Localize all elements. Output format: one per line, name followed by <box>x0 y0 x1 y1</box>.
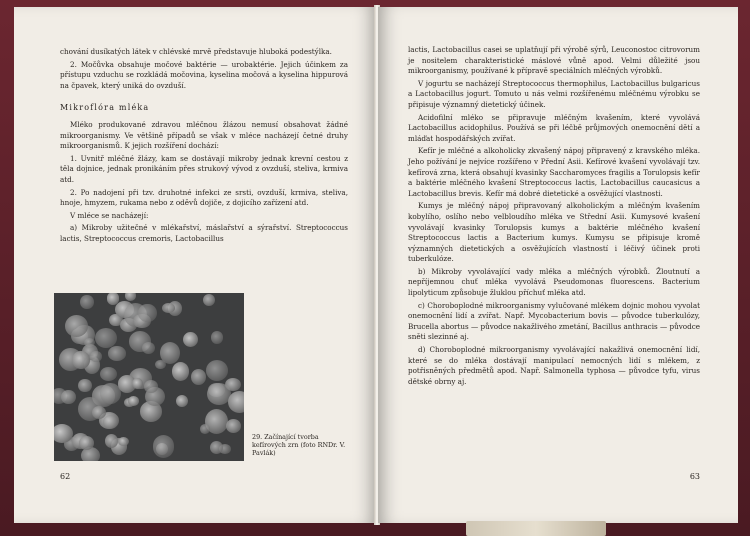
micrograph-cell <box>228 391 244 413</box>
paragraph: 1. Uvnitř mléčné žlázy, kam se dostávají mikroby jednak krevní cestou z těla dojnice, jednak pronikáním přes strukový vývod z ovzduší, steliva, krmiva atd. <box>60 153 348 184</box>
paragraph: Acidofilní mléko se připravuje mléčným kvašením, které vyvolává Lactobacillus acidophilus. Používá se při léčbě průjmových onemocnění dětí a mláďat hospodářských zvířat. <box>408 112 700 143</box>
micrograph-cell <box>61 390 75 404</box>
paragraph: Mléko produkované zdravou mléčnou žlázou nemusí obsahovat žádné mikroorganismy. Ve většině případů se však v mléce nacházejí četné druhy mikroorganismů. K jejich rozšíření dochází: <box>60 119 348 151</box>
micrograph-cell <box>206 360 229 381</box>
micrograph-cell <box>125 293 137 301</box>
figure <box>54 293 354 473</box>
micrograph-cell <box>225 378 241 391</box>
micrograph-cell <box>72 351 90 368</box>
paragraph: c) Choroboplodné mikroorganismy vylučované mlékem dojnic mohou vyvolat onemocnění lidí a zvířat. Např. Mycobacterium bovis — původce tuberkulózy, Brucella abortus — původce nakažlivého zmetání, Bacillus anthracis — původce sněti slezinné aj. <box>408 300 700 342</box>
micrograph-cell <box>118 437 129 446</box>
paragraph: V mléce se nacházejí: <box>70 210 149 220</box>
paragraph: Kumys je mléčný nápoj připravovaný alkoholickým a mléčným kvašením kobylího, oslího nebo velbloudího mléka ve Střední Asii. Kumysové kvašení vyvolávají kvasinky Torulopsis kumys a baktérie mléčného kvašení Streptococcus lactis a Bacterium kumys. Kumysu se připisuje kromě významných dietetických a osvěžujících vlastností i léčivý účinek proti tuberkulóze. <box>408 201 700 264</box>
micrograph-cell <box>153 435 175 457</box>
micrograph-cell <box>172 362 189 380</box>
left-text-column <box>60 47 348 247</box>
micrograph-cell <box>203 294 215 306</box>
micrograph-cell <box>95 328 117 348</box>
micrograph-cell <box>78 379 91 392</box>
paragraph: 2. Močůvka obsahuje močové baktérie — urobaktérie. Jejich účinkem za přístupu vzduchu se rozkládá močovina, kyselina močová a kyselina hippurová na čpavek, který uniká do ovzduší. <box>60 59 348 90</box>
micrograph-cell <box>162 303 174 313</box>
micrograph-cell <box>132 378 143 389</box>
micrograph-cell <box>128 396 139 406</box>
paragraph: chování dusíkatých látek v chlévské mrvě představuje hluboká podestýlka. <box>60 47 332 56</box>
right-page <box>378 7 738 523</box>
left-page <box>14 7 376 523</box>
micrograph-cell <box>100 367 117 381</box>
right-text-column <box>408 45 700 389</box>
micrograph-cell <box>107 293 120 305</box>
paragraph: V jogurtu se nacházejí Streptococcus thermophilus, Lactobacillus bulgaricus a Lactobacillus jogurt. Tomuto u nás velmi rozšířenému mléčnému výrobku se připisuje významný dietetický účinek. <box>408 78 700 109</box>
section-heading: Mikroflóra mléka <box>60 103 150 113</box>
micrograph-cell <box>160 342 180 364</box>
micrograph-cell <box>54 424 73 443</box>
paragraph: d) Choroboplodné mikroorganismy vyvolávající nakažlivá onemocnění lidí, které se do mléka dostávají manipulací nemocných lidí s mlékem, z potřisněných předmětů apod. Např. Salmonella typhosa — původce tyfu, virus dětské obrny aj. <box>408 345 700 386</box>
bookmark-ribbon <box>466 521 606 536</box>
micrograph-cell <box>103 415 118 428</box>
micrograph-cell <box>200 424 210 434</box>
micrograph-cell <box>144 380 158 393</box>
micrograph-cell <box>211 331 223 343</box>
micrograph-cell <box>191 369 206 385</box>
micrograph-cell <box>138 304 156 322</box>
micrograph-cell <box>65 315 88 337</box>
paragraph: b) Mikroby vyvolávající vady mléka a mléčných výrobků. Žloutnutí a nepříjemnou chuť mléka vyvolává Pseudomonas fluorescens. Bacterium lipolyticum způsobuje žluklou příchuť mléka atd. <box>408 266 700 298</box>
micrograph-cell <box>210 441 223 454</box>
figure-caption: 29. Začínající tvorba kefírových zrn (foto RNDr. V. Pavlák) <box>252 433 346 457</box>
paragraph: lactis, Lactobacillus casei se uplatňují při výrobě sýrů, Leuconostoc citrovorum je nositelem charakteristické máslové vůně apod. Velmi důležité jsou mikroorganismy, používané k přípravě speciálních mléčných výrobků. <box>408 45 700 76</box>
paragraph: 2. Po nadojení při tzv. druhotné infekci ze srsti, ovzduší, krmiva, steliva, hnoje, hmyzem, rukama nebo z oděvů dojiče, z dojicího zařízení atd. <box>60 187 348 208</box>
page-number: 63 <box>689 472 700 481</box>
micrograph-cell <box>142 342 156 354</box>
paragraph: Kefír je mléčné a alkoholicky zkvašený nápoj připravený z kravského mléka. Jeho požívání je nejvíce rozšířeno v Přední Asii. Kefírové kvašení vyvolávají tzv. kefírová zrna, která obsahují kvasinky Saccharomyces fragilis a Torulopsis kefír a baktérie mléčného kvašení Streptococcus lactis, Lactobacillus caucasicus a Lactobacillus brevis. Kefír má dobré dietetické a osvěžující vlastnosti. <box>408 146 700 198</box>
micrograph-cell <box>92 406 106 419</box>
micrograph-cell <box>183 332 199 348</box>
kefir-grain-photo <box>54 293 244 461</box>
paragraph: a) Mikroby užitečné v mlékařství, máslařství a sýrařství. Streptococcus lactis, Streptococcus cremoris, Lactobacillus <box>60 223 348 243</box>
micrograph-cell <box>100 383 121 404</box>
micrograph-cell <box>105 434 118 448</box>
micrograph-cell <box>176 395 188 407</box>
micrograph-cell <box>226 419 241 432</box>
micrograph-cell <box>79 436 94 449</box>
micrograph-cell <box>108 346 126 360</box>
micrograph-cell <box>90 351 101 362</box>
micrograph-cell <box>80 295 93 309</box>
page-number: 62 <box>60 472 71 481</box>
